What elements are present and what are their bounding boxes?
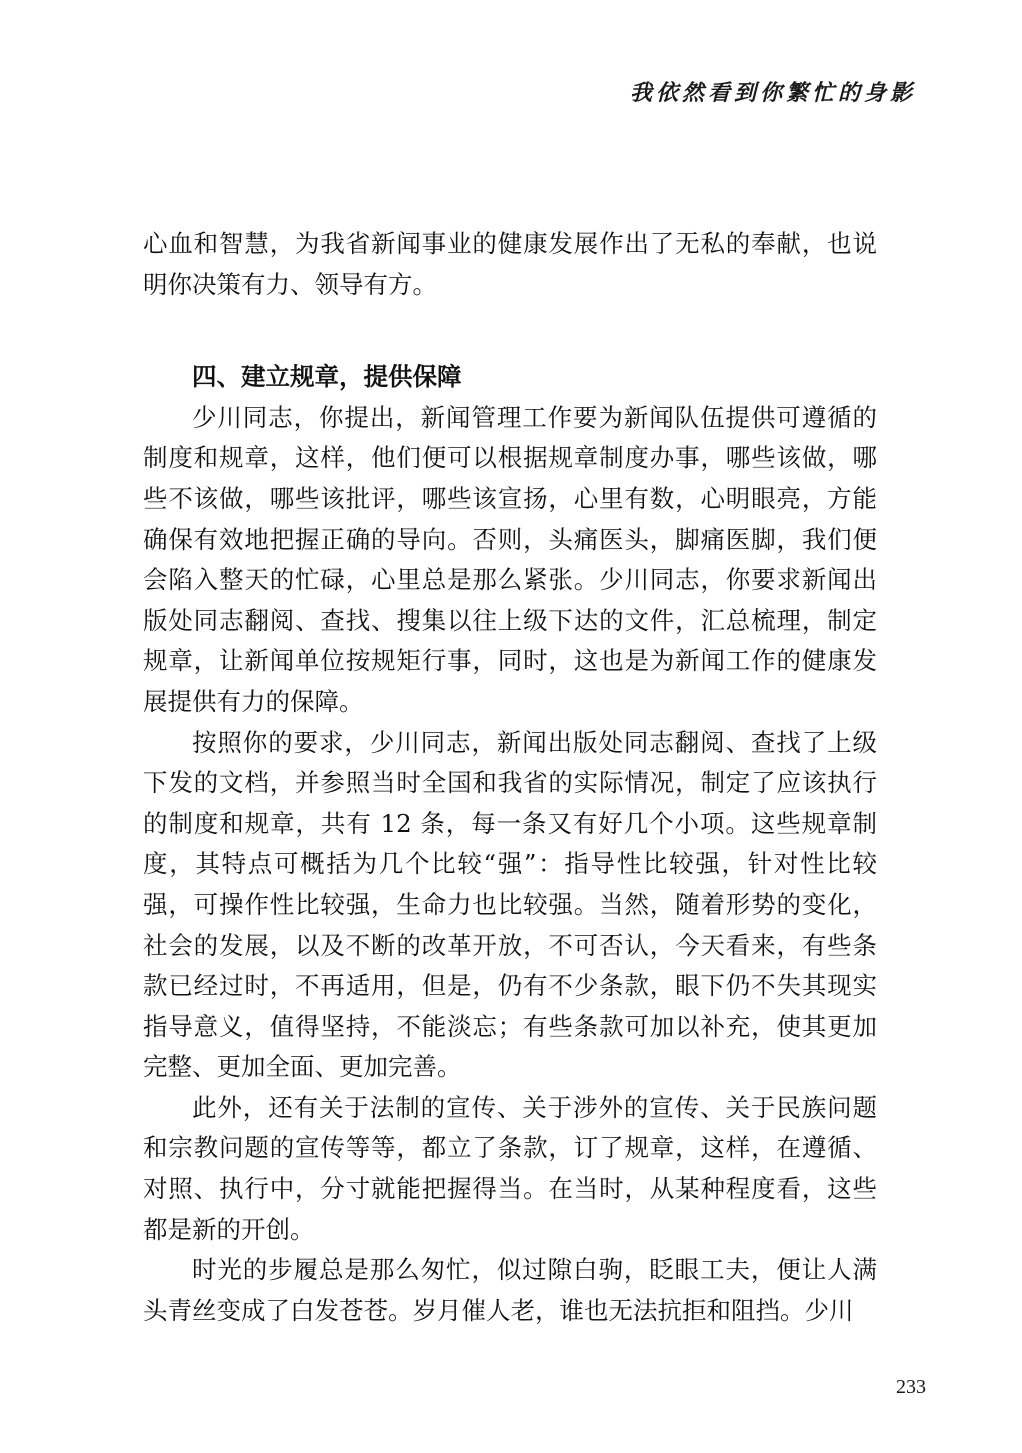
running-head-title: 我依然看到你繁忙的身影 <box>629 80 916 106</box>
paragraph: 此外，还有关于法制的宣传、关于涉外的宣传、关于民族问题和宗教问题的宣传等等，都立了条款，订了规章，这样，在遵循、对照、执行中，分寸就能把握得当。在当时，从某种程度看，这些都是新的开创。 <box>143 1092 877 1244</box>
page-number: 233 <box>896 1376 926 1398</box>
paragraph: 少川同志，你提出，新闻管理工作要为新闻队伍提供可遵循的制度和规章，这样，他们便可以根据规章制度办事，哪些该做，哪些不该做，哪些该批评，哪些该宣扬，心里有数，心明眼亮，方能确保有效地把握正确的导向。否则，头痛医头，脚痛医脚，我们便会陷入整天的忙碌，心里总是那么紧张。少川同志，你要求新闻出版处同志翻阅、查找、搜集以往上级下达的文件，汇总梳理，制定规章，让新闻单位按规矩行事，同时，这也是为新闻工作的健康发展提供有力的保障。 <box>143 402 877 716</box>
paragraph: 时光的步履总是那么匆忙，似过隙白驹，眨眼工夫，便让人满头青丝变成了白发苍苍。岁月催人老，谁也无法抗拒和阻挡。少川 <box>143 1255 877 1325</box>
body-text <box>143 224 877 1331</box>
paragraph: 按照你的要求，少川同志，新闻出版处同志翻阅、查找了上级下发的文档，并参照当时全国和我省的实际情况，制定了应该执行的制度和规章，共有 12 条，每一条又有好几个小项。这些规章制度，其特点可概括为几个比较“强”：指导性比较强，针对性比较强，可操作性比较强，生命力也比较强。当然，随着形势的变化，社会的发展，以及不断的改革开放，不可否认，今天看来，有些条款已经过时，不再适用，但是，仍有不少条款，眼下仍不失其现实指导意义，值得坚持，不能淡忘；有些条款可加以补充，使其更加完整、更加全面、更加完善。 <box>143 727 877 1082</box>
continuation-paragraph: 心血和智慧，为我省新闻事业的健康发展作出了无私的奉献，也说明你决策有力、领导有方。 <box>143 229 877 299</box>
section-heading: 四、建立规章，提供保障 <box>192 362 462 392</box>
